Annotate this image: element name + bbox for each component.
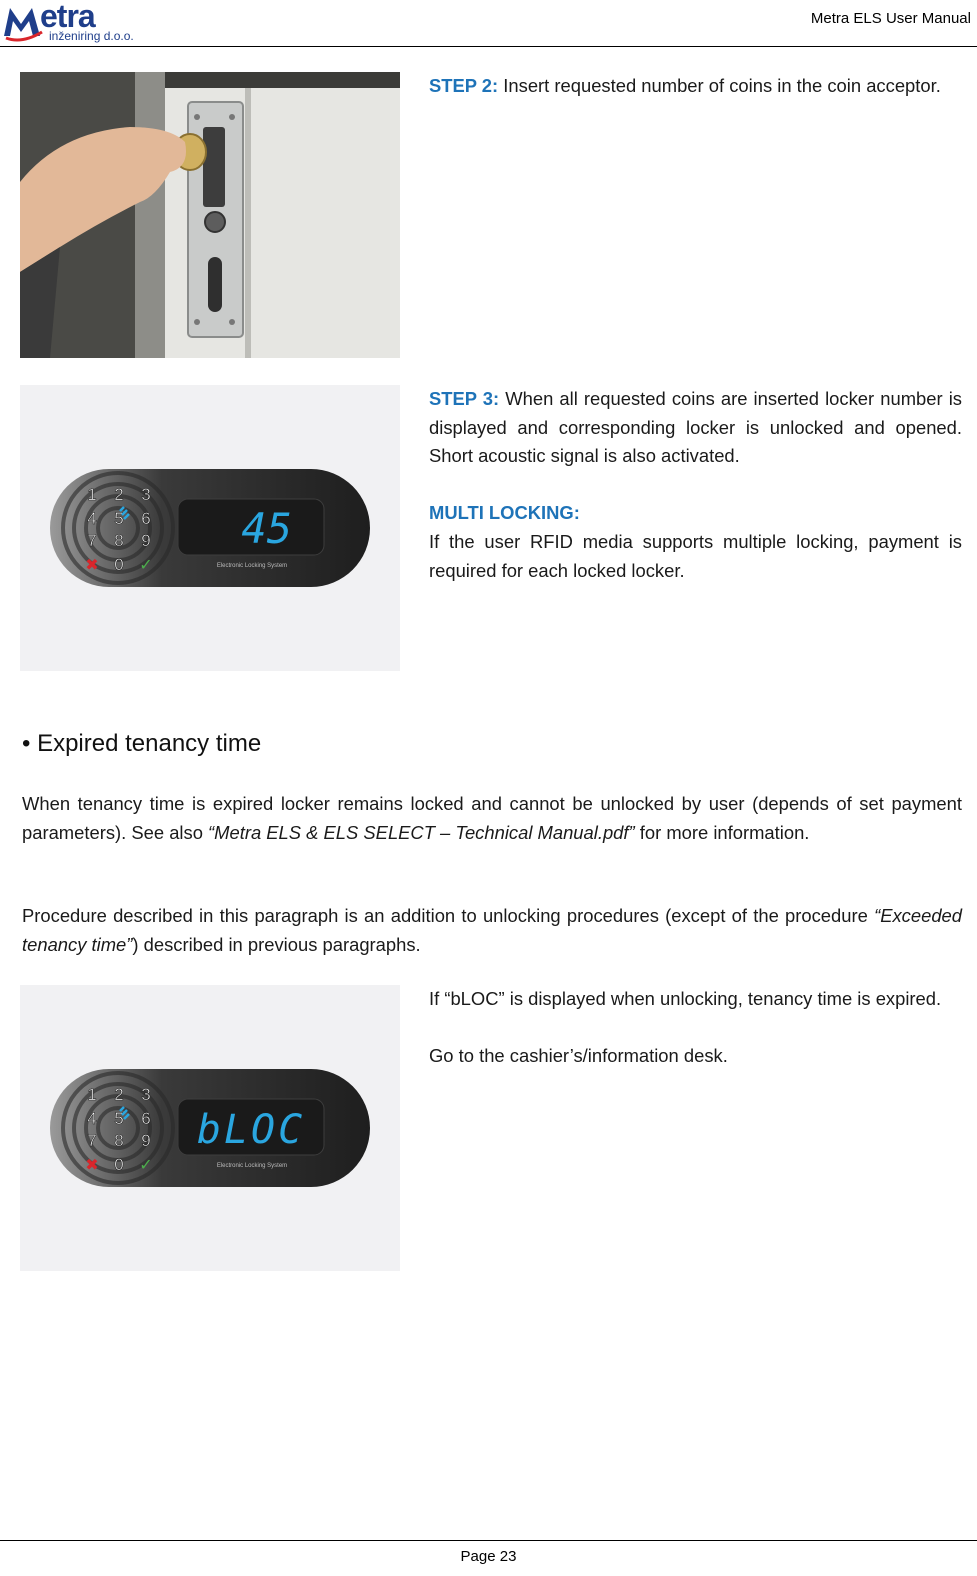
key-4: 4 [87, 1109, 97, 1128]
expired-tenancy-heading [22, 730, 261, 758]
expired-para1-text-a: When tenancy time is expired locker remains locked and cannot be unlocked by user (depends of set payment parameters). See also [22, 793, 962, 843]
step3-description: When all requested coins are inserted locker number is displayed and corresponding locker is unlocked and opened. Short acoustic signal is also activated. [429, 388, 962, 467]
expired-paragraph-1 [22, 790, 962, 847]
key-9: 9 [141, 1131, 151, 1150]
step3-label: STEP 3: [429, 388, 500, 409]
confirm-icon: ✓ [139, 555, 153, 574]
multi-locking-text: If the user RFID media supports multiple locking, payment is required for each locked locker. [429, 530, 962, 581]
keypad-brand-text: Electronic Locking System [216, 1163, 288, 1169]
cancel-icon: ✖ [85, 555, 99, 574]
key-3: 3 [141, 485, 151, 504]
expired-para1-text-b: for more information. [634, 821, 810, 843]
footer-divider [0, 1540, 977, 1541]
technical-manual-reference: “Metra ELS & ELS SELECT – Technical Manual.pdf” [208, 821, 635, 843]
key-9: 9 [141, 531, 151, 550]
key-6: 6 [141, 509, 151, 528]
key-5: 5 [114, 509, 124, 528]
expired-para2-text-b: ) described in previous paragraphs. [132, 933, 421, 955]
step2-text-block [429, 72, 962, 101]
bloc-explanation-text: If “bLOC” is displayed when unlocking, tenancy time is expired. [429, 988, 942, 1009]
keypad-display-bloc-figure [20, 985, 400, 1271]
cancel-icon: ✖ [85, 1155, 99, 1174]
key-2: 2 [114, 485, 124, 504]
step2-description: Insert requested number of coins in the coin acceptor. [503, 75, 941, 96]
expired-paragraph-2 [22, 902, 962, 959]
keypad-brand-text: Electronic Locking System [216, 563, 288, 569]
metra-logo [2, 2, 152, 44]
document-title: Metra ELS User Manual [810, 10, 971, 27]
bloc-display: bLOC [196, 1107, 306, 1153]
confirm-icon: ✓ [139, 1155, 153, 1174]
key-0: 0 [114, 555, 124, 574]
keypad-display-45-figure [20, 385, 400, 671]
step2-label: STEP 2: [429, 75, 499, 96]
logo-subtitle: inženiring d.o.o. [49, 29, 134, 43]
key-3: 3 [141, 1085, 151, 1104]
bullet-icon: • [22, 730, 31, 757]
expired-para2-text-a: Procedure described in this paragraph is an addition to unlocking procedures (except of the procedure [22, 905, 875, 926]
key-1: 1 [87, 485, 97, 504]
key-0: 0 [114, 1155, 124, 1174]
logo-wordmark: etra [40, 0, 95, 34]
key-1: 1 [87, 1085, 97, 1104]
key-2: 2 [114, 1085, 124, 1104]
exceeded-tenancy-reference: “Exceeded tenancy time” [22, 905, 962, 955]
key-7: 7 [87, 531, 97, 550]
multi-locking-heading: MULTI LOCKING: [429, 502, 580, 524]
locker-number-display: 45 [241, 504, 292, 553]
step3-text-block [429, 385, 962, 585]
key-8: 8 [114, 1131, 124, 1150]
key-7: 7 [87, 1131, 97, 1150]
key-4: 4 [87, 509, 97, 528]
key-6: 6 [141, 1109, 151, 1128]
header-divider [0, 46, 977, 47]
page-number: Page 23 [460, 1548, 517, 1565]
cashier-instruction: Go to the cashier’s/information desk. [429, 1045, 728, 1067]
key-5: 5 [114, 1109, 124, 1128]
metra-m-icon [2, 2, 44, 42]
key-8: 8 [114, 531, 124, 550]
coin-acceptor-photo [20, 72, 400, 358]
bloc-explanation [429, 985, 962, 1071]
expired-tenancy-title: Expired tenancy time [37, 730, 262, 757]
